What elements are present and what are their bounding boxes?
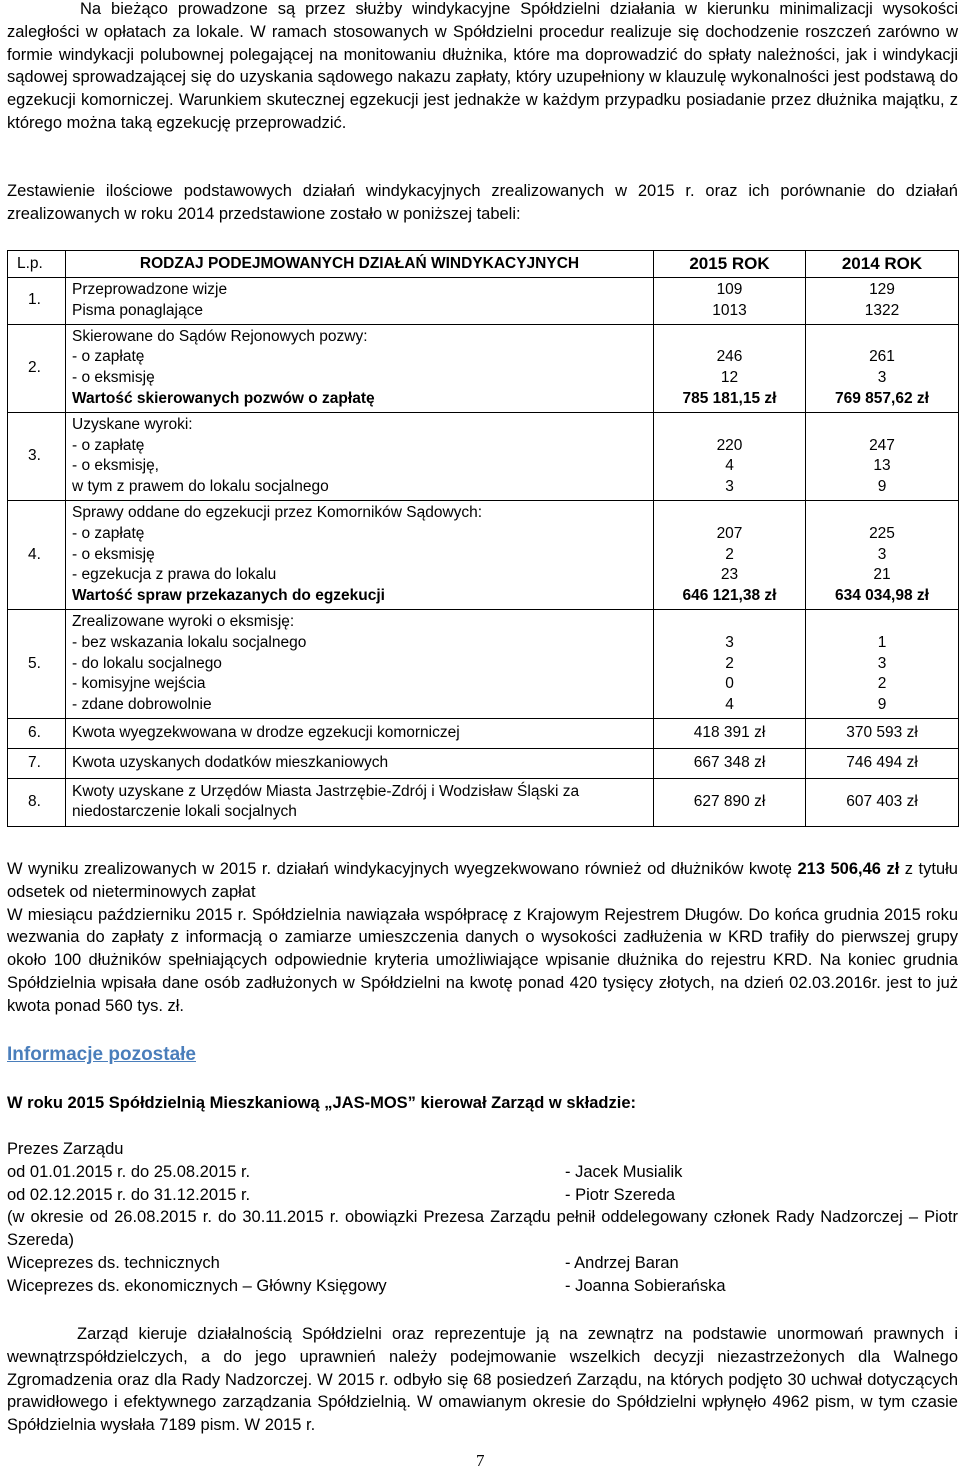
description-line: Skierowane do Sądów Rejonowych pozwy: xyxy=(72,327,368,345)
description-line: - egzekucja z prawa do lokalu xyxy=(72,566,277,584)
result-part2: z tytułu odsetek od nieterminowych zapłat xyxy=(7,860,958,901)
value-line: 4 xyxy=(725,457,734,475)
cell-2014 xyxy=(806,748,959,778)
table-row xyxy=(8,748,959,778)
value-line: 207 xyxy=(716,524,743,542)
value-line: 0 xyxy=(725,675,734,693)
table-row xyxy=(8,778,959,826)
intro-text: Na bieżąco prowadzone są przez służby windykacyjne Spółdzielni działania w kierunku minimalizacji wysokości zaległości w opłatach za lokale. W ramach stosowanych w Spółdzielni procedur realizuje się dochodzenie roszczeń zarówno w formie windykacji polubownej polegającej na monitowaniu dłużnika, które ma doprowadzić do spłaty należności, jak i windykacji sądowej sprowadzającej się do uzyskania sądowego nakazu zapłaty, który uzupełniony w klauzulę wykonalności jest podstawą do egzekucji komorniczej. Warunkiem skutecznej egzekucji jest jednakże w każdym przypadku posiadanie przez dłużnika majątku, z którego można taką egzekucję przeprowadzić. xyxy=(7,0,958,132)
description-line: - zdane dobrowolnie xyxy=(72,696,212,714)
cell-2014 xyxy=(806,324,959,412)
value-line: 220 xyxy=(716,436,743,454)
board-row-econ xyxy=(7,1275,958,1298)
result-text xyxy=(7,858,958,904)
cell-lp: 2. xyxy=(8,324,66,412)
cell-lp: 6. xyxy=(8,718,66,748)
description-line: - o zapłatę xyxy=(72,524,145,542)
value-line: 4 xyxy=(725,696,734,714)
value-line xyxy=(654,503,805,524)
cell-lp: 8. xyxy=(8,778,66,826)
table-row xyxy=(8,718,959,748)
header-lp: L.p. xyxy=(8,251,66,278)
description-line: - o zapłatę xyxy=(72,348,145,366)
value-line: 607 403 zł xyxy=(846,793,918,811)
table-header-row xyxy=(8,251,959,278)
board-row-tech xyxy=(7,1252,958,1275)
value-line xyxy=(806,612,958,633)
cell-2014 xyxy=(806,718,959,748)
econ-label: Wiceprezes ds. ekonomicznych – Główny Księgowy xyxy=(7,1276,387,1295)
value-line: 109 xyxy=(716,281,743,298)
value-line: 225 xyxy=(869,524,895,542)
board-list xyxy=(7,1138,958,1298)
cell-description xyxy=(66,500,654,609)
value-line: 3 xyxy=(877,369,887,387)
result-part1: W wyniku zrealizowanych w 2015 r. działań windykacyjnych wyegzekwowano również od dłużników kwotę xyxy=(7,860,792,878)
cell-lp: 7. xyxy=(8,748,66,778)
table-row xyxy=(8,278,959,325)
result-amount: 213 506,46 zł xyxy=(797,860,900,878)
board-row-period2 xyxy=(7,1184,958,1207)
description-line: Kwota wyegzekwowana w drodze egzekucji komorniczej xyxy=(72,724,460,742)
cell-description xyxy=(66,718,654,748)
value-line: 1 xyxy=(877,633,887,651)
cell-description xyxy=(66,278,654,325)
board-row-period1 xyxy=(7,1161,958,1184)
cell-2015 xyxy=(654,278,806,325)
cell-description xyxy=(66,748,654,778)
cell-lp: 5. xyxy=(8,609,66,718)
closing-paragraph xyxy=(7,1323,958,1437)
value-line: 3 xyxy=(877,545,887,563)
header-2014: 2014 ROK xyxy=(806,251,959,278)
value-line: 9 xyxy=(877,696,887,714)
description-line: - do lokalu socjalnego xyxy=(72,654,222,672)
value-line: 1322 xyxy=(864,301,900,319)
table-row xyxy=(8,324,959,412)
value-line: 769 857,62 zł xyxy=(835,389,929,407)
description-line: Kwoty uzyskane z Urzędów Miasta Jastrzębie-Zdrój i Wodzisław Śląski za niedostarczenie lokali socjalnych xyxy=(72,782,580,821)
value-line xyxy=(654,612,805,633)
president-label: Prezes Zarządu xyxy=(7,1140,124,1158)
cell-2015 xyxy=(654,748,806,778)
value-line: 667 348 zł xyxy=(693,754,766,772)
cell-description xyxy=(66,324,654,412)
board-note: (w okresie od 26.08.2015 r. do 30.11.2015 r. obowiązki Prezesa Zarządu pełnił oddelegowany członek Rady Nadzorczej – Piotr Szereda) xyxy=(7,1208,958,1250)
cell-lp: 3. xyxy=(8,412,66,500)
value-line: 21 xyxy=(873,566,891,584)
summary-intro-paragraph xyxy=(7,180,958,226)
value-line: 12 xyxy=(720,369,739,387)
description-line: - bez wskazania lokalu socjalnego xyxy=(72,633,307,651)
value-line: 247 xyxy=(869,436,895,454)
cell-2015 xyxy=(654,609,806,718)
value-line: 23 xyxy=(720,566,739,584)
econ-person: - Joanna Sobierańska xyxy=(565,1276,726,1295)
value-line: 2 xyxy=(877,675,887,693)
person1: - Jacek Musialik xyxy=(565,1162,683,1181)
value-line: 634 034,98 zł xyxy=(835,587,929,605)
value-line: 746 494 zł xyxy=(846,754,918,772)
value-line xyxy=(654,327,805,348)
section-title: Informacje pozostałe xyxy=(7,1044,196,1065)
krd-text: W miesiącu październiku 2015 r. Spółdzielnia nawiązała współpracę z Krajowym Rejestrem Długów. Do końca grudnia 2015 roku wezwania do zapłaty z informacją o zamiarze umieszczenia danych o wysokości zadłużenia w KRD trafiły do pierwszej grupy około 100 dłużników spełniających odpowiednie kryteria umożliwiające wpisanie dłużnika do rejestru KRD. Na koniec grudnia Spółdzielnia wpisała dane osób zadłużonych w Spółdzielni na kwotę ponad 420 tysięcy złotych, na dzień 02.03.2016r. jest to już kwota ponad 560 tys. zł. xyxy=(7,905,958,1015)
value-line xyxy=(806,415,958,436)
period2: od 02.12.2015 r. do 31.12.2015 r. xyxy=(7,1185,251,1204)
header-2015: 2015 ROK xyxy=(654,251,806,278)
description-line: Przeprowadzone wizje xyxy=(72,281,228,298)
value-line: 3 xyxy=(877,654,887,672)
cell-2015 xyxy=(654,412,806,500)
board-heading: W roku 2015 Spółdzielnią Mieszkaniową „JAS-MOS” kierował Zarząd w składzie: xyxy=(7,1094,637,1112)
value-line: 3 xyxy=(725,633,734,651)
closing-text: Zarząd kieruje działalnością Spółdzielni oraz reprezentuje ją na zewnątrz na podstawie unormowań prawnych i wewnątrzspółdzielczych, a do jego uprawnień należy podejmowanie wszelkich decyzji niezastrzeżonych dla Walnego Zgromadzenia oraz dla Rady Nadzorczej. W 2015 r. odbyło się 68 posiedzeń Zarządu, na których podjęto 30 uchwał dotyczących prawidłowego i efektywnego zarządzania Spółdzielnią. W omawianym okresie do Spółdzielni wpłynęło 4962 pism, w tym czasie Spółdzielnia wysłała 7189 pism. W 2015 r. xyxy=(7,1325,958,1435)
description-line: Zrealizowane wyroki o eksmisję: xyxy=(72,612,295,630)
table-row xyxy=(8,500,959,609)
cell-2015 xyxy=(654,324,806,412)
description-line: Wartość skierowanych pozwów o zapłatę xyxy=(72,389,375,407)
summary-intro-text: Zestawienie ilościowe podstawowych działań windykacyjnych zrealizowanych w 2015 r. oraz ich porównanie do działań zrealizowanych w roku 2014 przedstawione zostało w poniższej tabeli: xyxy=(7,182,958,223)
value-line: 646 121,38 zł xyxy=(682,587,777,605)
description-line: w tym z prawem do lokalu socjalnego xyxy=(72,478,329,496)
value-line: 370 593 zł xyxy=(846,724,918,742)
cell-2015 xyxy=(654,778,806,826)
description-line: Kwota uzyskanych dodatków mieszkaniowych xyxy=(72,754,389,772)
value-line xyxy=(806,503,958,524)
cell-2015 xyxy=(654,718,806,748)
page-number: 7 xyxy=(476,1451,485,1470)
description-line: Sprawy oddane do egzekucji przez Komorników Sądowych: xyxy=(72,503,483,521)
value-line: 129 xyxy=(869,281,895,298)
description-line: Pisma ponaglające xyxy=(72,301,203,319)
value-line: 261 xyxy=(869,348,895,366)
debt-collection-table xyxy=(7,250,959,827)
value-line: 2 xyxy=(725,545,734,563)
table-row xyxy=(8,412,959,500)
description-line: - o eksmisję, xyxy=(72,457,159,475)
table-body xyxy=(8,278,959,827)
cell-2014 xyxy=(806,278,959,325)
cell-2014 xyxy=(806,778,959,826)
value-line: 3 xyxy=(725,478,734,496)
value-line: 13 xyxy=(873,457,891,475)
description-line: - komisyjne wejścia xyxy=(72,675,206,693)
value-line xyxy=(806,327,958,348)
intro-paragraph xyxy=(7,0,958,135)
value-line: 246 xyxy=(716,348,743,366)
cell-2015 xyxy=(654,500,806,609)
tech-person: - Andrzej Baran xyxy=(565,1253,679,1272)
period1: od 01.01.2015 r. do 25.08.2015 r. xyxy=(7,1162,251,1181)
header-type: RODZAJ PODEJMOWANYCH DZIAŁAŃ WINDYKACYJNYCH xyxy=(66,251,654,278)
description-line: - o eksmisję xyxy=(72,369,155,387)
value-line: 627 890 zł xyxy=(693,793,766,811)
person2: - Piotr Szereda xyxy=(565,1185,676,1204)
cell-description xyxy=(66,609,654,718)
description-line: - o eksmisję xyxy=(72,545,155,563)
cell-2014 xyxy=(806,500,959,609)
cell-lp: 4. xyxy=(8,500,66,609)
value-line: 1013 xyxy=(712,301,747,319)
cell-description xyxy=(66,778,654,826)
result-paragraph xyxy=(7,858,958,1018)
tech-label: Wiceprezes ds. technicznych xyxy=(7,1253,220,1272)
value-line: 2 xyxy=(725,654,734,672)
table-row xyxy=(8,609,959,718)
cell-2014 xyxy=(806,412,959,500)
cell-lp: 1. xyxy=(8,278,66,325)
value-line: 418 391 zł xyxy=(693,724,766,742)
description-line: Wartość spraw przekazanych do egzekucji xyxy=(72,587,385,605)
value-line xyxy=(654,415,805,436)
value-line: 9 xyxy=(877,478,887,496)
cell-2014 xyxy=(806,609,959,718)
value-line: 785 181,15 zł xyxy=(682,389,777,407)
description-line: Uzyskane wyroki: xyxy=(72,415,193,433)
cell-description xyxy=(66,412,654,500)
board-row-president xyxy=(7,1138,958,1161)
description-line: - o zapłatę xyxy=(72,436,145,454)
